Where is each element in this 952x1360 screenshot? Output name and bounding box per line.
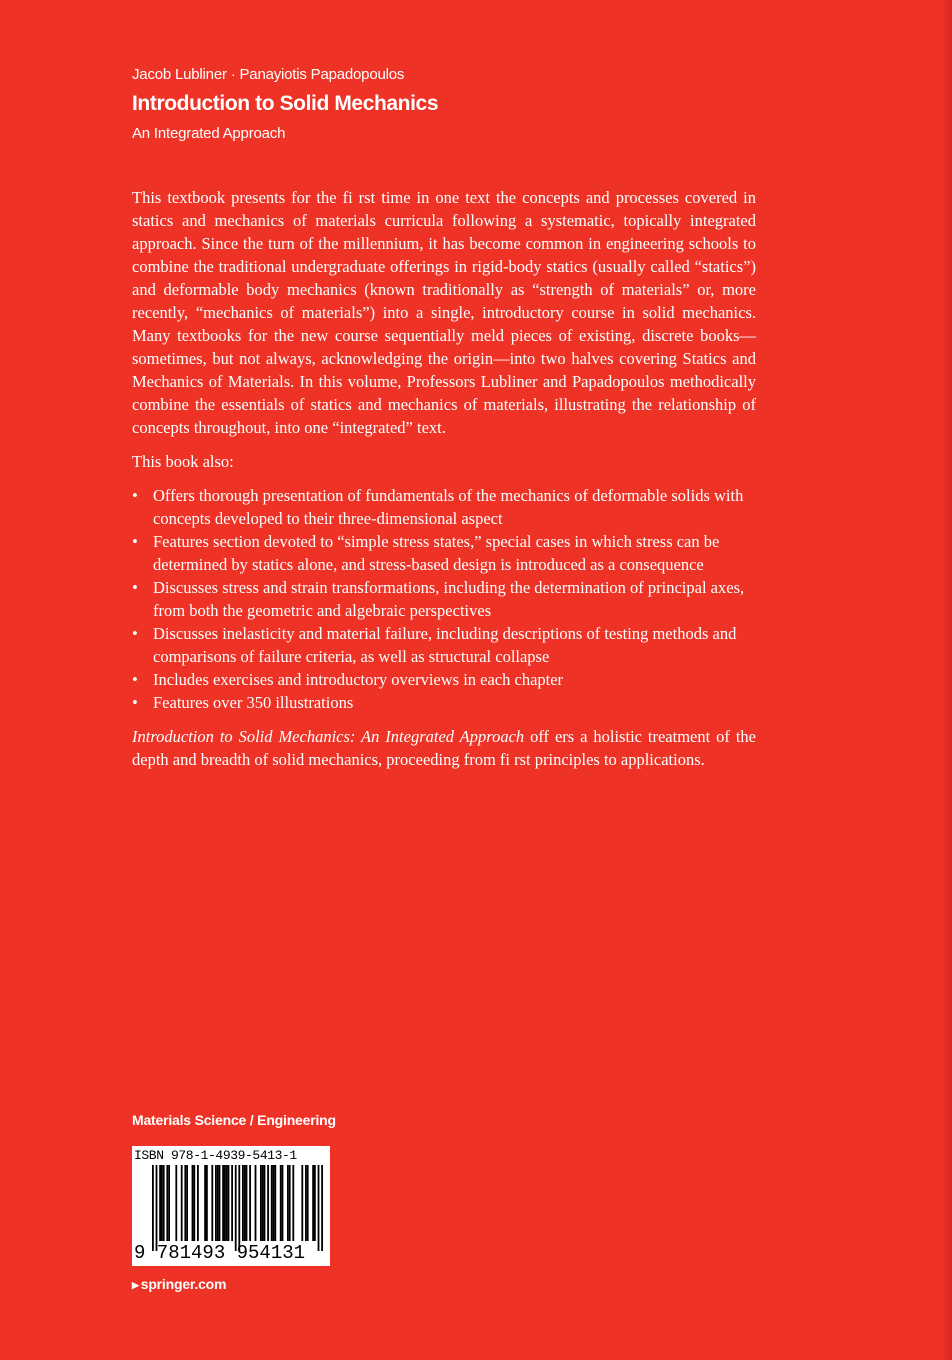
barcode-bar xyxy=(238,1165,240,1251)
bullet-icon: • xyxy=(132,670,138,689)
bullet-icon: • xyxy=(132,578,138,597)
barcode-bar xyxy=(292,1165,294,1241)
list-item-text: Discusses inelasticity and material failure, including descriptions of testing methods and comparisons of failure criteria, as well as structural collapse xyxy=(153,624,737,666)
barcode-bar xyxy=(280,1165,282,1241)
barcode-bar xyxy=(211,1165,213,1241)
barcode-bar xyxy=(249,1165,251,1241)
barcode-bar xyxy=(186,1165,188,1241)
barcode-bar xyxy=(161,1165,163,1241)
barcode-bar xyxy=(282,1165,284,1241)
barcode-bar xyxy=(321,1165,323,1251)
website-text: springer.com xyxy=(140,1276,227,1292)
barcode-bar xyxy=(166,1165,168,1241)
barcode-bar xyxy=(262,1165,264,1241)
barcode-bar xyxy=(301,1165,303,1241)
bullet-icon: • xyxy=(132,693,138,712)
barcode-bar xyxy=(244,1165,246,1241)
barcode-bar xyxy=(273,1165,275,1241)
barcode-bar xyxy=(152,1165,154,1251)
barcode-icon xyxy=(134,1165,328,1251)
barcode-bar xyxy=(215,1165,217,1241)
list-item xyxy=(132,576,756,622)
authors: Jacob Lubliner · Panayiotis Papadopoulos xyxy=(132,66,405,83)
barcode-bar xyxy=(192,1165,194,1241)
publisher-website[interactable] xyxy=(132,1276,226,1292)
book-subtitle: An Integrated Approach xyxy=(132,125,286,142)
closing-book-title: Introduction to Solid Mechanics: An Integrated Approach xyxy=(132,727,525,746)
barcode-bar xyxy=(228,1165,230,1241)
list-item xyxy=(132,691,756,714)
also-label: This book also: xyxy=(132,452,234,471)
barcode-bar xyxy=(217,1165,219,1241)
barcode-bar xyxy=(246,1165,248,1241)
closing-paragraph xyxy=(132,725,756,771)
list-item xyxy=(132,622,756,668)
arrow-icon: ▶ xyxy=(132,1280,139,1290)
barcode-bar xyxy=(307,1165,309,1241)
barcode-bar xyxy=(193,1165,195,1241)
book-title: Introduction to Solid Mechanics xyxy=(132,92,439,115)
barcode-bar xyxy=(224,1165,226,1241)
barcode-bar xyxy=(318,1165,320,1251)
list-item-text: Includes exercises and introductory overviews in each chapter xyxy=(153,670,564,689)
barcode-bar xyxy=(289,1165,291,1241)
barcode-bar xyxy=(163,1165,165,1241)
barcode-bar xyxy=(159,1165,161,1241)
barcode-bar xyxy=(231,1165,233,1241)
feature-list xyxy=(132,484,756,714)
barcode-box xyxy=(132,1146,330,1266)
barcode-bar xyxy=(219,1165,221,1241)
barcode-bar xyxy=(181,1165,183,1241)
intro-paragraph: This textbook presents for the fi rst time in one text the concepts and processes covered in statics and mechanics of materials curricula following a systematic, topically integrated approach. Since the turn of the millennium, it has become common in engineering schools to combine the traditional undergraduate offerings in rigid-body statics (usually called “statics”) and deformable body mechanics (known traditionally as “strength of materials” or, more recently, “mechanics of materials”) into a single, introductory course in solid mechanics. Many textbooks for the new course sequentially meld pieces of existing, discrete books—sometimes, but not always, acknowledging the origin—into two halves covering Statics and Mechanics of Materials. In this volume, Professors Lubliner and Papadopoulos methodically combine the essentials of statics and mechanics of materials, illustrating the relationship of concepts throughout, into one “integrated” text. xyxy=(132,188,756,437)
barcode-bar xyxy=(226,1165,228,1241)
barcode-bar xyxy=(312,1165,314,1241)
bullet-icon: • xyxy=(132,624,138,643)
barcode-bar xyxy=(175,1165,177,1241)
barcode-bar xyxy=(206,1165,208,1241)
barcode-bar xyxy=(235,1165,237,1251)
barcode-digits: 9 781493 954131 xyxy=(134,1242,306,1264)
spine-edge xyxy=(942,0,952,1360)
barcode-bar xyxy=(264,1165,266,1241)
barcode-bar xyxy=(287,1165,289,1241)
barcode-bar xyxy=(271,1165,273,1241)
list-item-text: Features section devoted to “simple stress states,” special cases in which stress can be determined by statics alone, and stress-based design is introduced as a consequence xyxy=(153,532,720,574)
barcode-bar xyxy=(314,1165,316,1241)
barcode-bar xyxy=(242,1165,244,1241)
bullet-icon: • xyxy=(132,486,138,505)
list-item xyxy=(132,668,756,691)
barcode-bar xyxy=(274,1165,276,1241)
isbn-label: ISBN 978-1-4939-5413-1 xyxy=(134,1148,297,1163)
barcode-bar xyxy=(267,1165,269,1241)
barcode-bar xyxy=(156,1165,158,1251)
barcode-bar xyxy=(255,1165,257,1241)
list-item xyxy=(132,530,756,576)
barcode-bar xyxy=(222,1165,224,1241)
list-item-text: Offers thorough presentation of fundamentals of the mechanics of deformable solids with concepts developed to their three-dimensional aspect xyxy=(153,486,744,528)
subject-category: Materials Science / Engineering xyxy=(132,1112,336,1128)
closing-text: off ers a holistic treatment of the depth and breadth of solid mechanics, proceeding from fi rst principles to applications. xyxy=(132,727,756,769)
barcode-bar xyxy=(204,1165,206,1241)
bullet-icon: • xyxy=(132,532,138,551)
barcode-bar xyxy=(197,1165,199,1241)
barcode-bar xyxy=(260,1165,262,1241)
blurb xyxy=(132,186,756,771)
barcode-bar xyxy=(168,1165,170,1241)
barcode-bar xyxy=(305,1165,307,1241)
list-item-text: Features over 350 illustrations xyxy=(153,693,354,712)
list-item-text: Discusses stress and strain transformations, including the determination of principal axes, from both the geometric and algebraic perspectives xyxy=(153,578,745,620)
barcode-bar xyxy=(184,1165,186,1241)
list-item xyxy=(132,484,756,530)
